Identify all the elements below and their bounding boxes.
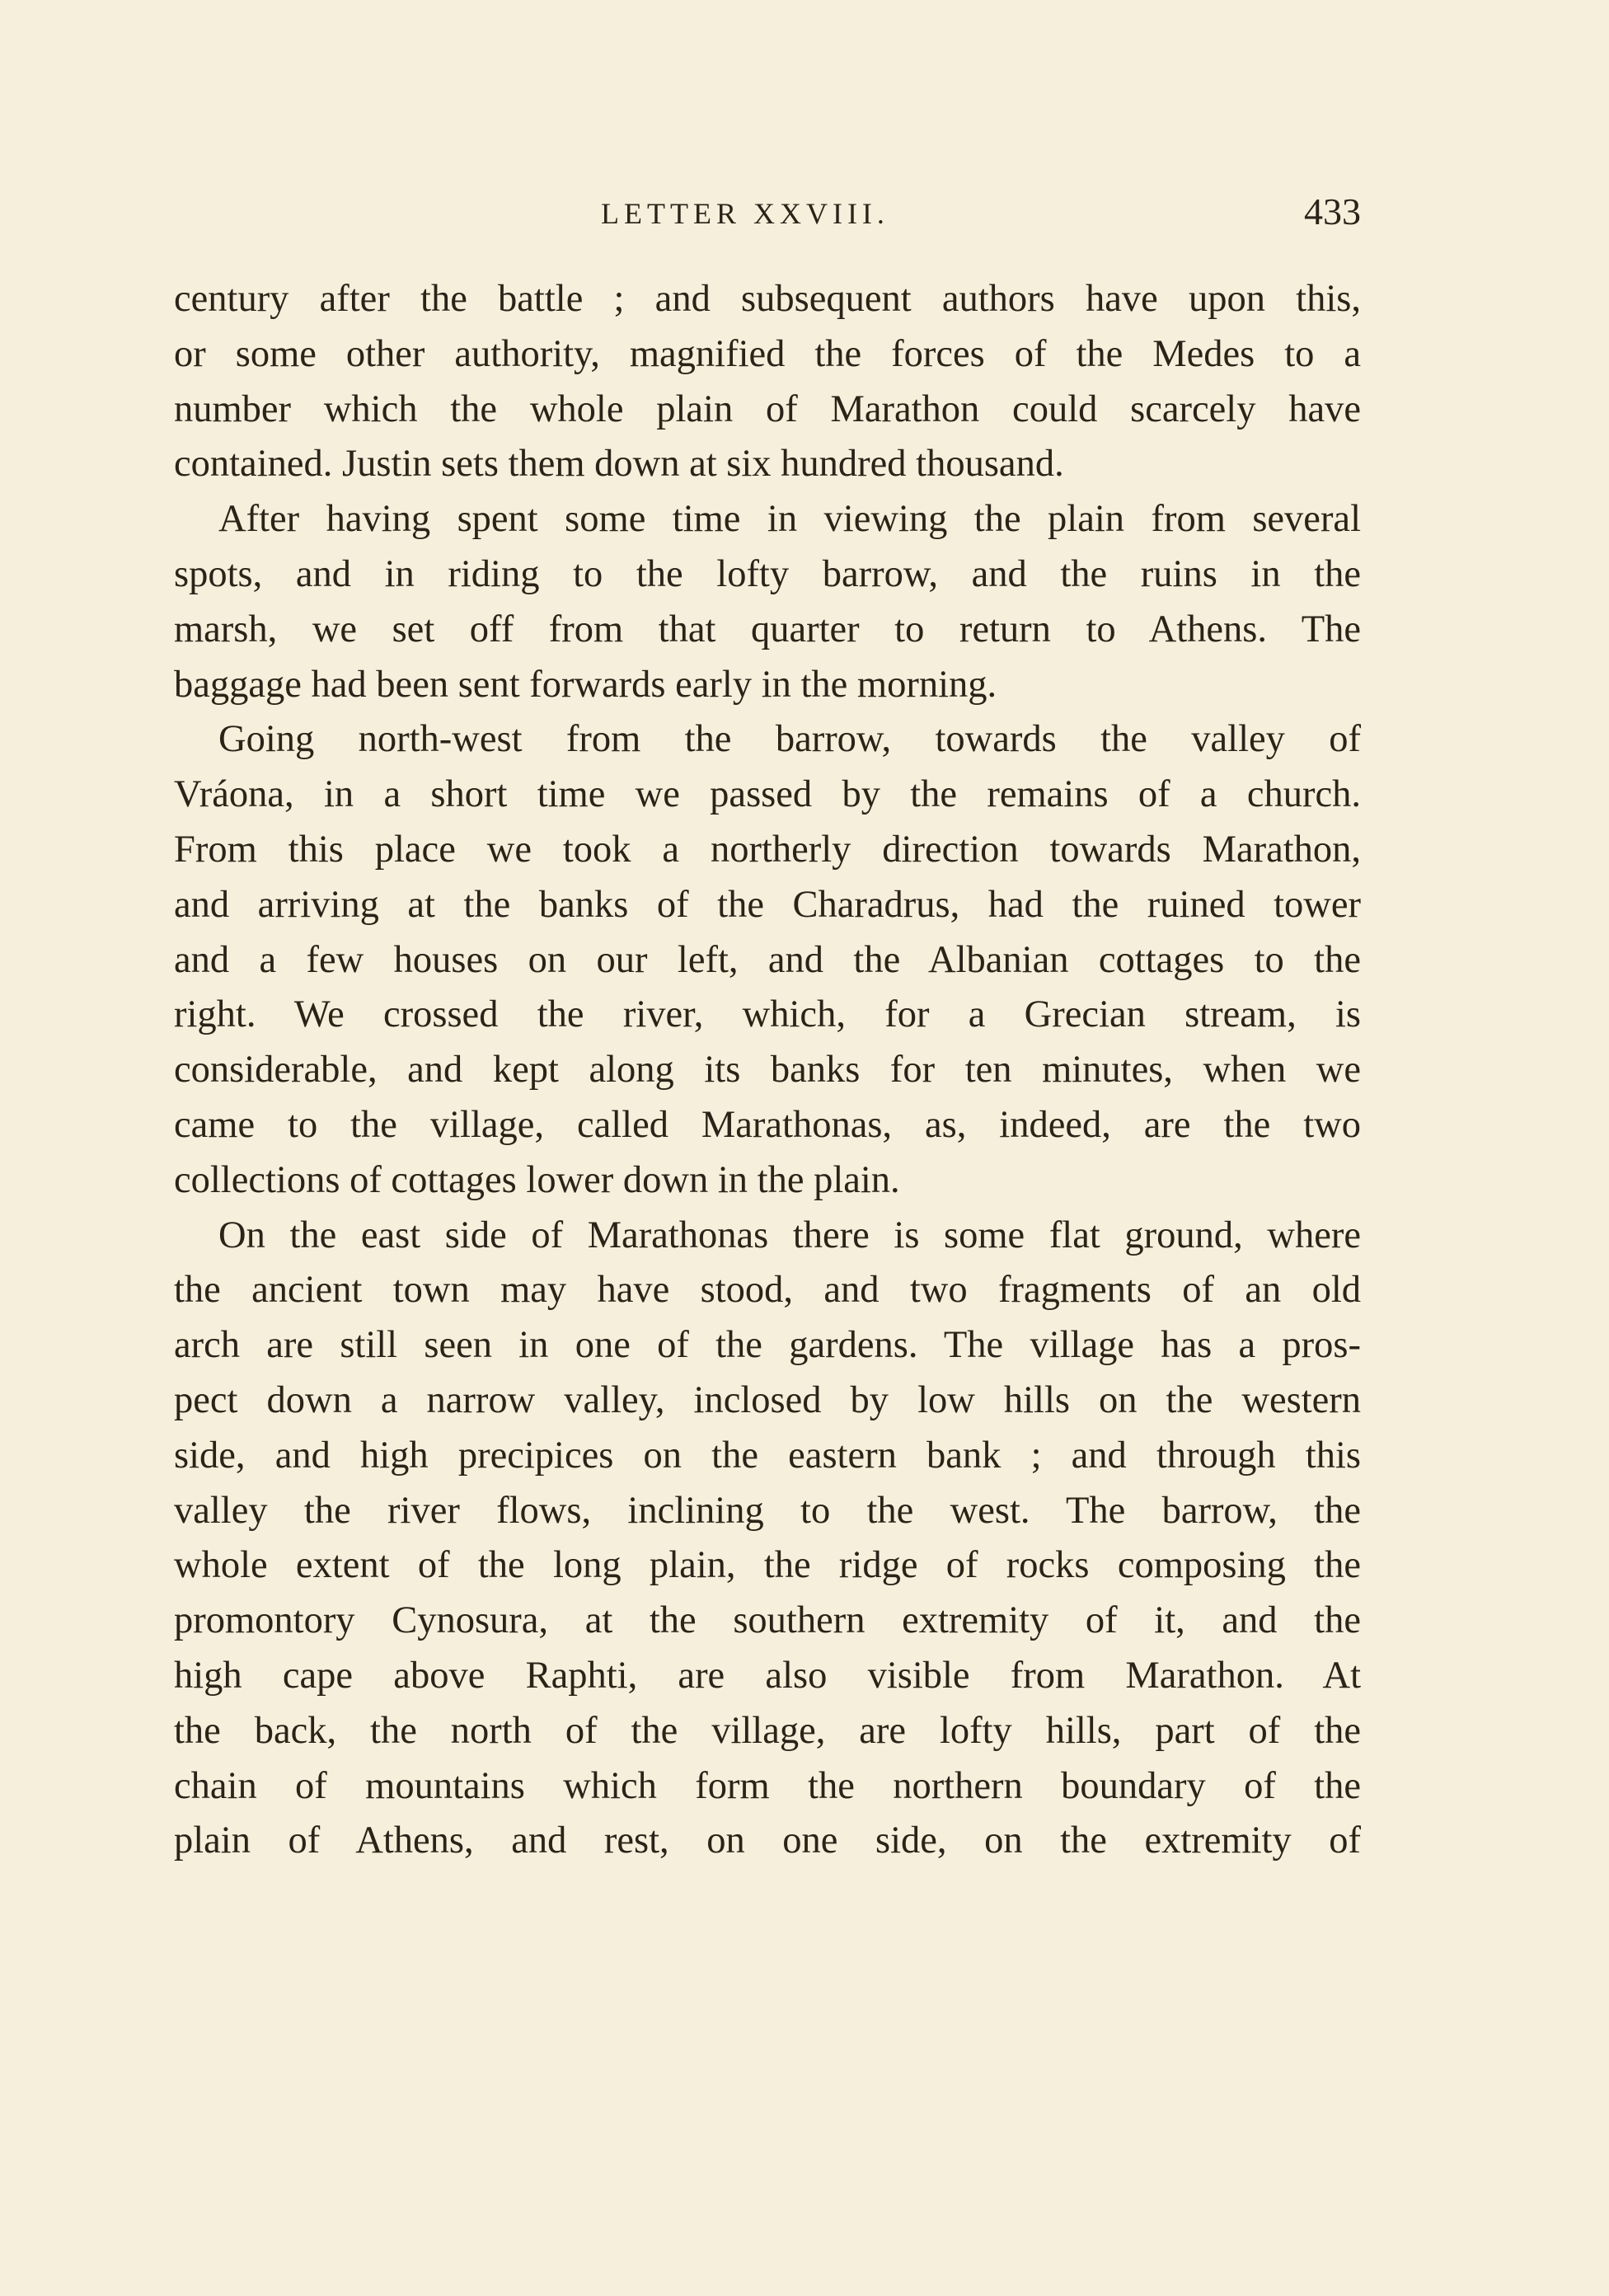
- text-line: considerable, and kept along its banks for ten minutes, when we: [174, 1049, 1361, 1092]
- text-line: right. We crossed the river, which, for a Grecian stream, is: [174, 993, 1361, 1036]
- text-line: After having spent some time in viewing the plain from several: [218, 498, 1361, 541]
- text-line: baggage had been sent forwards early in the morning.: [174, 663, 997, 706]
- page-header: [174, 190, 1361, 247]
- text-line: marsh, we set off from that quarter to return to Athens. The: [174, 608, 1361, 650]
- text-line: spots, and in riding to the lofty barrow, and the ruins in the: [174, 552, 1361, 595]
- text-line: pect down a narrow valley, inclosed by low hills on the western: [174, 1378, 1361, 1421]
- text-line: side, and high precipices on the eastern bank ; and through this: [174, 1434, 1361, 1477]
- text-line: plain of Athens, and rest, on one side, on the extremity of: [174, 1819, 1361, 1862]
- text-line: and arriving at the banks of the Charadrus, had the ruined tower: [174, 883, 1361, 926]
- text-line: the ancient town may have stood, and two fragments of an old: [174, 1269, 1361, 1312]
- text-line: or some other authority, magnified the forces of the Medes to a: [174, 332, 1361, 375]
- page-number: 433: [1304, 190, 1361, 232]
- text-line: arch are still seen in one of the gardens. The village has a pros-: [174, 1324, 1361, 1367]
- body-text: [174, 272, 1361, 1869]
- text-line: contained. Justin sets them down at six hundred thousand.: [174, 443, 1064, 486]
- text-line: whole extent of the long plain, the ridge of rocks composing the: [174, 1544, 1361, 1587]
- text-line: high cape above Raphti, are also visible from Marathon. At: [174, 1654, 1361, 1697]
- text-line: Going north-west from the barrow, towards the valley of: [218, 718, 1361, 761]
- text-line: and a few houses on our left, and the Albanian cottages to the: [174, 938, 1361, 981]
- text-line: From this place we took a northerly direction towards Marathon,: [174, 828, 1361, 871]
- text-line: Vráona, in a short time we passed by the remains of a church.: [174, 773, 1361, 816]
- text-line: the back, the north of the village, are lofty hills, part of the: [174, 1709, 1361, 1752]
- text-line: century after the battle ; and subsequent authors have upon this,: [174, 278, 1361, 320]
- text-line: collections of cottages lower down in the plain.: [174, 1158, 900, 1201]
- text-line: valley the river flows, inclining to the west. The barrow, the: [174, 1489, 1361, 1532]
- running-title: LETTER XXVIII.: [601, 197, 889, 230]
- text-line: On the east side of Marathonas there is some flat ground, where: [218, 1214, 1361, 1256]
- text-line: promontory Cynosura, at the southern extremity of it, and the: [174, 1599, 1361, 1642]
- text-line: came to the village, called Marathonas, as, indeed, are the two: [174, 1103, 1361, 1146]
- text-line: chain of mountains which form the northern boundary of the: [174, 1764, 1361, 1807]
- text-line: number which the whole plain of Marathon could scarcely have: [174, 387, 1361, 430]
